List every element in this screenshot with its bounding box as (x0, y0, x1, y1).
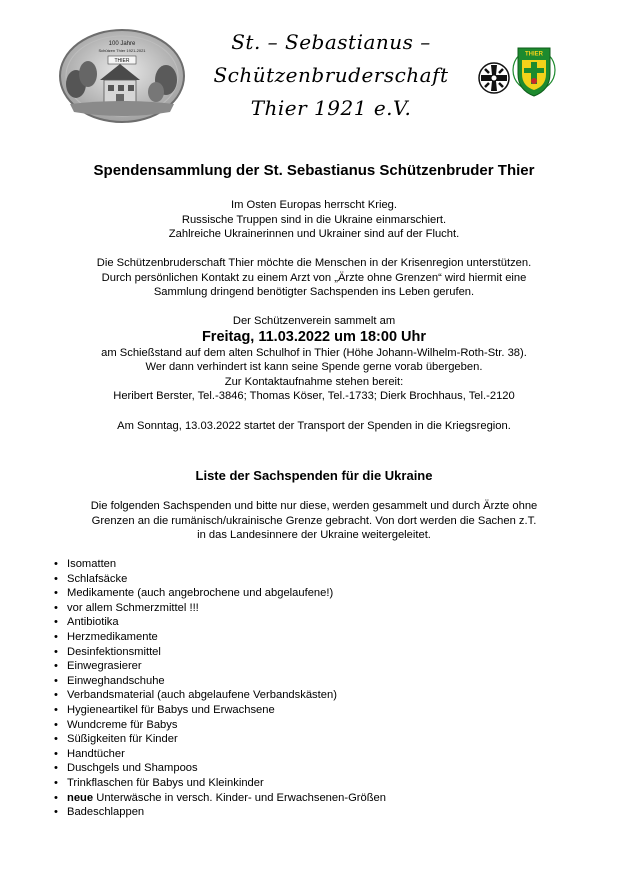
list-item: • Antibiotika (54, 615, 386, 630)
transport-line: Am Sonntag, 13.03.2022 startet der Transport der Spenden in die Kriegsregion. (117, 420, 511, 432)
logo-left-line1: 100 Jahre (108, 41, 136, 47)
list-intro-line: Grenzen an die rumänisch/ukrainische Grenze gebracht. Von dort werden die Sachen z.T. (91, 514, 537, 527)
list-item: • Hygieneartikel für Babys und Erwachsene (54, 703, 386, 718)
underwear-bold: neue (67, 791, 94, 804)
title-line-3: Thier 1921 e.V. (250, 96, 412, 120)
collection-note: Wer dann verhindert ist kann seine Spende gerne vorab übergeben. (145, 361, 483, 374)
support-line: Sammlung dringend benötigter Sachspenden ins Leben gerufen. (153, 286, 475, 299)
list-intro-paragraph (40, 499, 588, 543)
intro-paragraph (40, 198, 588, 242)
list-item: • Schlafsäcke (54, 572, 386, 587)
collection-location: am Schießstand auf dem alten Schulhof in Thier (Höhe Johann-Wilhelm-Roth-Str. 38). (101, 346, 527, 359)
list-intro-line: in das Landesinnere der Ukraine weitergeleitet. (197, 529, 431, 542)
logo-left-sign: THIER (114, 58, 130, 64)
support-line: Die Schützenbruderschaft Thier möchte die Menschen in der Krisenregion unterstützen. (96, 257, 532, 269)
brotherhood-title (206, 26, 456, 125)
logo-right-sign: THIER (525, 51, 543, 58)
collection-intro: Der Schützenverein sammelt am (232, 315, 396, 327)
support-paragraph (40, 256, 588, 300)
transport-paragraph (40, 419, 588, 434)
intro-line: Zahlreiche Ukrainerinnen und Ukrainer sind auf der Flucht. (168, 228, 460, 241)
list-item-underwear (54, 791, 386, 806)
list-item: • Desinfektionsmittel (54, 645, 386, 660)
coat-of-arms-logo (476, 40, 558, 104)
title-line-1: St. – Sebastianus – (231, 30, 431, 54)
intro-line: Im Osten Europas herrscht Krieg. (230, 199, 397, 211)
collection-paragraph (40, 314, 588, 404)
contact-label: Zur Kontaktaufnahme stehen bereit: (224, 375, 404, 388)
donation-list (54, 557, 386, 820)
contact-list: Heribert Berster, Tel.-3846; Thomas Köser, Tel.-1733; Dierk Brochhaus, Tel.-2120 (113, 390, 515, 403)
list-item: • Herzmedikamente (54, 630, 386, 645)
list-item: • Trinkflaschen für Babys und Kleinkinder (54, 776, 386, 791)
page-title: Spendensammlung der St. Sebastianus Schützenbruder Thier (93, 162, 535, 179)
list-item: • vor allem Schmerzmittel !!! (54, 601, 386, 616)
collection-date: Freitag, 11.03.2022 um 18:00 Uhr (201, 328, 427, 345)
list-item: • Isomatten (54, 557, 386, 572)
list-item: • Wundcreme für Babys (54, 718, 386, 733)
list-item: • Badeschlappen (54, 805, 386, 820)
list-item: • Einwegrasierer (54, 659, 386, 674)
intro-line: Russische Truppen sind in die Ukraine einmarschiert. (181, 213, 447, 226)
logo-left-line2: Schützen Thier 1921-2021 (98, 48, 146, 53)
support-line: Durch persönlichen Kontakt zu einem Arzt von „Ärzte ohne Grenzen“ wird hiermit eine (101, 271, 527, 284)
anniversary-logo (58, 28, 186, 124)
list-item: • Medikamente (auch angebrochene und abgelaufene!) (54, 586, 386, 601)
list-intro-line: Die folgenden Sachspenden und bitte nur diese, werden gesammelt und durch Ärzte ohne (90, 500, 538, 512)
underwear-rest: Unterwäsche in versch. Kinder- und Erwachsenen-Größen (93, 791, 386, 804)
list-item: • Süßigkeiten für Kinder (54, 732, 386, 747)
list-item: • Handtücher (54, 747, 386, 762)
title-line-2: Schützenbruderschaft (213, 63, 449, 87)
list-title: Liste der Sachspenden für die Ukraine (195, 468, 433, 483)
list-item: • Einweghandschuhe (54, 674, 386, 689)
list-item: • Duschgels und Shampoos (54, 761, 386, 776)
list-item: • Verbandsmaterial (auch abgelaufene Verbandskästen) (54, 688, 386, 703)
